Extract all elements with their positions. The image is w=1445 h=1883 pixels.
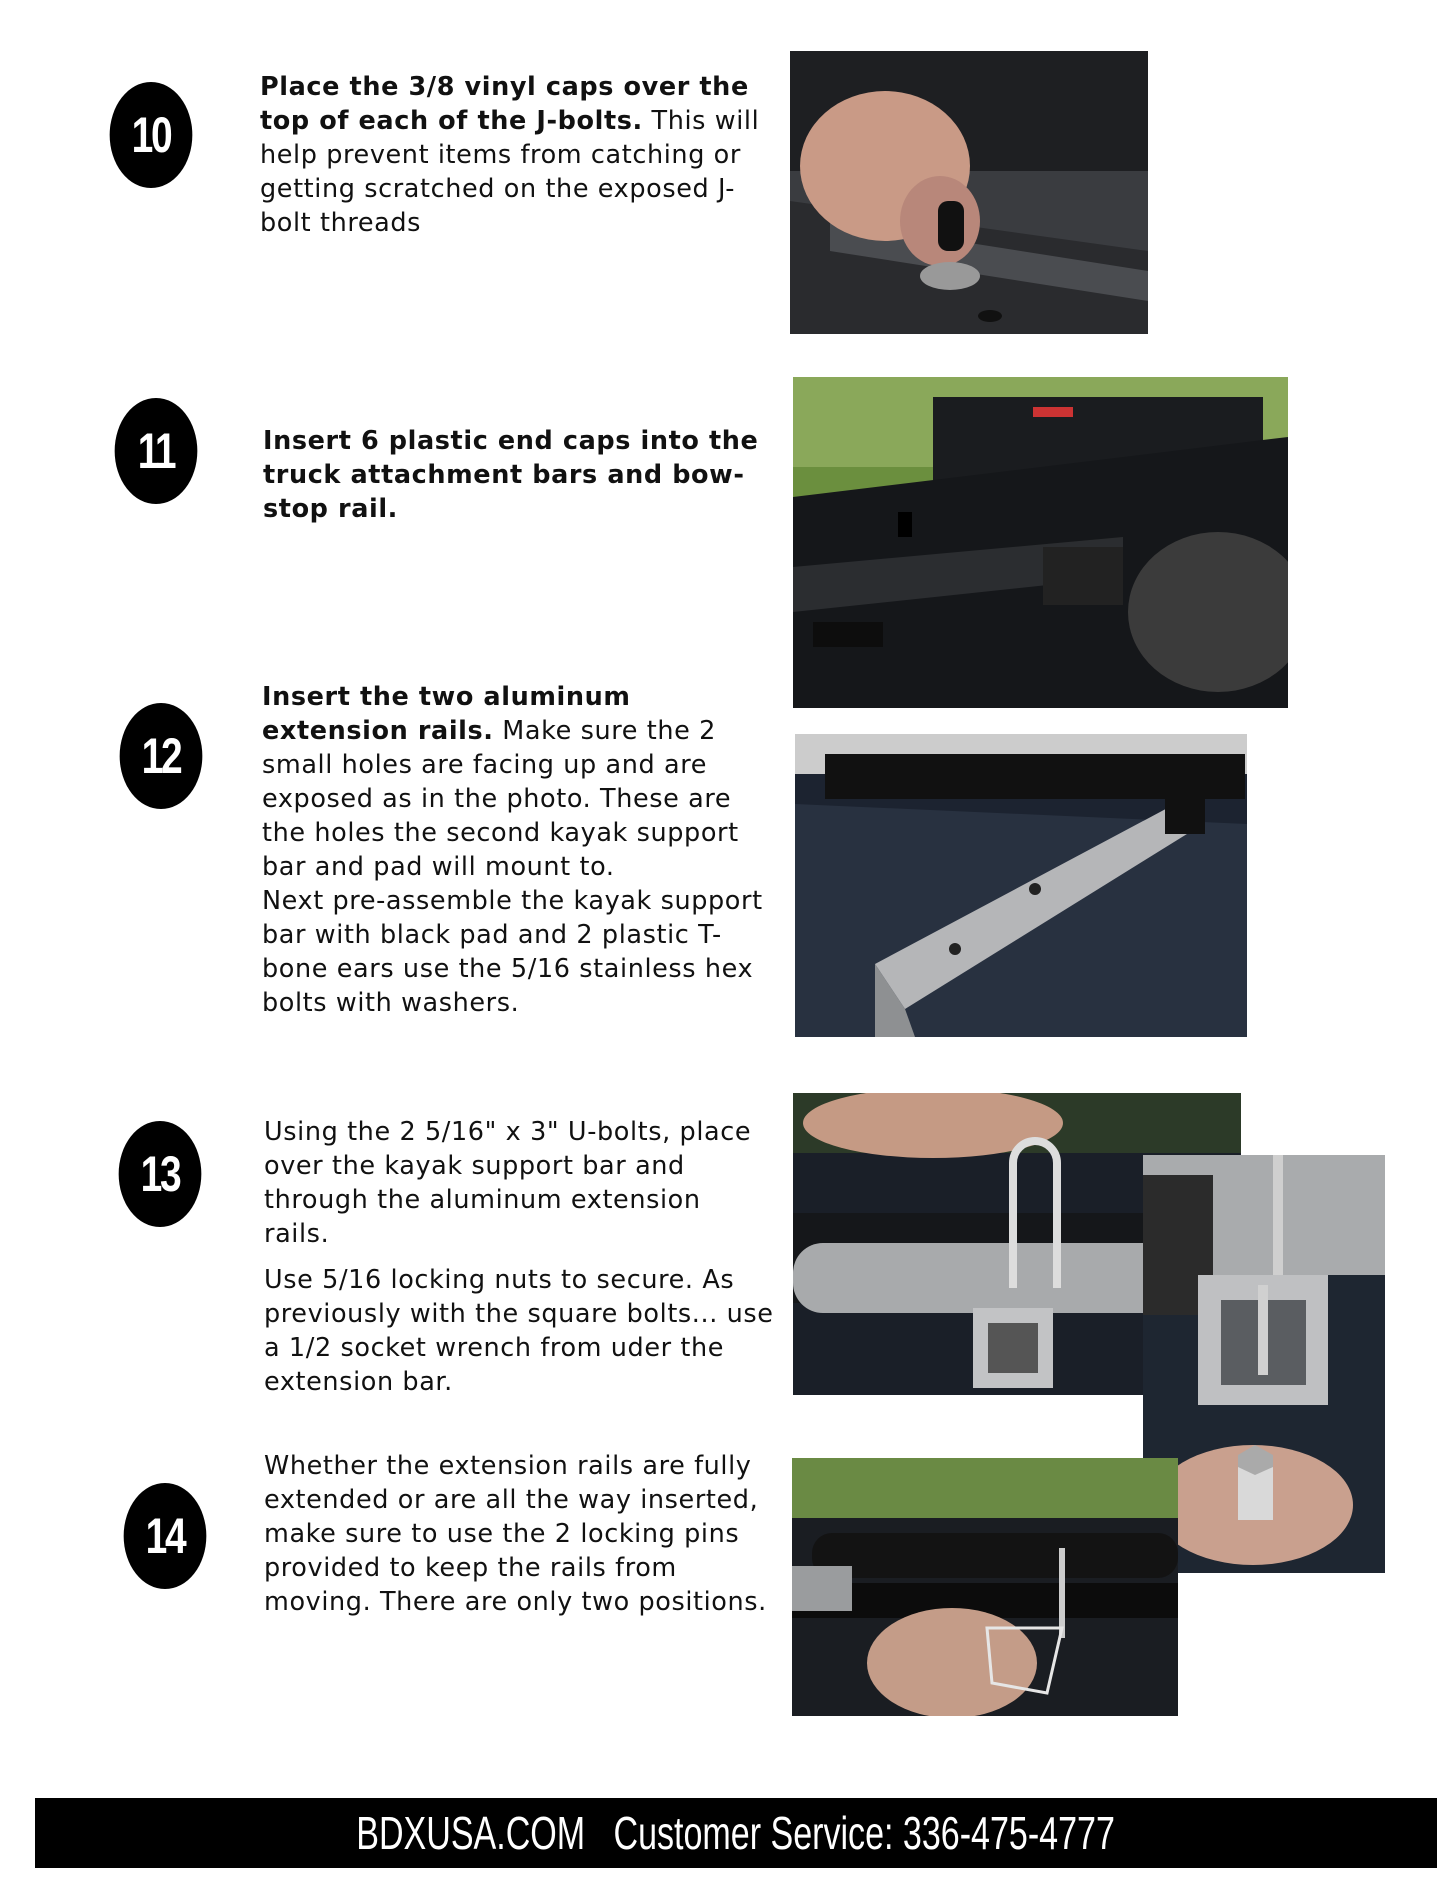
photo-socket-wrench [1143, 1155, 1385, 1573]
step-10-bold: Place the 3/8 vinyl caps over the top of each of the J-bolts. [260, 72, 749, 136]
photo-end-caps [793, 377, 1288, 708]
step-14-instructions [264, 1449, 774, 1619]
step-13-text: Using the 2 5/16" x 3" U-bolts, place over the kayak support bar and through the aluminum extension rails. [264, 1117, 752, 1249]
footer-contact: BDXUSA.COM Customer Service: 336-475-4777 [356, 1807, 1116, 1859]
photo-locking-pins [792, 1458, 1178, 1716]
step-10-text: This will help prevent items from catching or getting scratched on the exposed J-bolt threads [260, 106, 760, 238]
step-14-text: Whether the extension rails are fully extended or are all the way inserted, make sure to use the 2 locking pins provided to keep the rails from moving. There are only two positions. [264, 1451, 767, 1617]
step-number-11: 11 [115, 398, 198, 504]
step-number-13: 13 [119, 1121, 202, 1227]
step-12-text-2: Next pre-assemble the kayak support bar with black pad and 2 plastic T-bone ears use the 5/16 stainless hex bolts with washers. [262, 886, 763, 1018]
step-10-instructions [260, 70, 770, 240]
photo-vinyl-cap [790, 51, 1148, 334]
step-12-bold: Insert the two aluminum extension rails. [262, 682, 631, 746]
step-13-text-2: Use 5/16 locking nuts to secure. As previously with the square bolts... use a 1/2 socket wrench from uder the extension bar. [264, 1265, 774, 1397]
photo-extension-rails [795, 734, 1247, 1037]
footer-bar [35, 1798, 1437, 1868]
step-11-instructions [263, 424, 773, 526]
step-number-12: 12 [120, 703, 203, 809]
step-number-10: 10 [110, 82, 193, 188]
step-12-text: Make sure the 2 small holes are facing up and are exposed as in the photo. These are the holes the second kayak support bar and pad will mount to. [262, 716, 739, 882]
step-number-14: 14 [124, 1483, 207, 1589]
step-11-bold: Insert 6 plastic end caps into the truck attachment bars and bow-stop rail. [263, 426, 759, 524]
step-13-instructions [264, 1115, 774, 1399]
step-12-instructions [262, 680, 772, 1020]
